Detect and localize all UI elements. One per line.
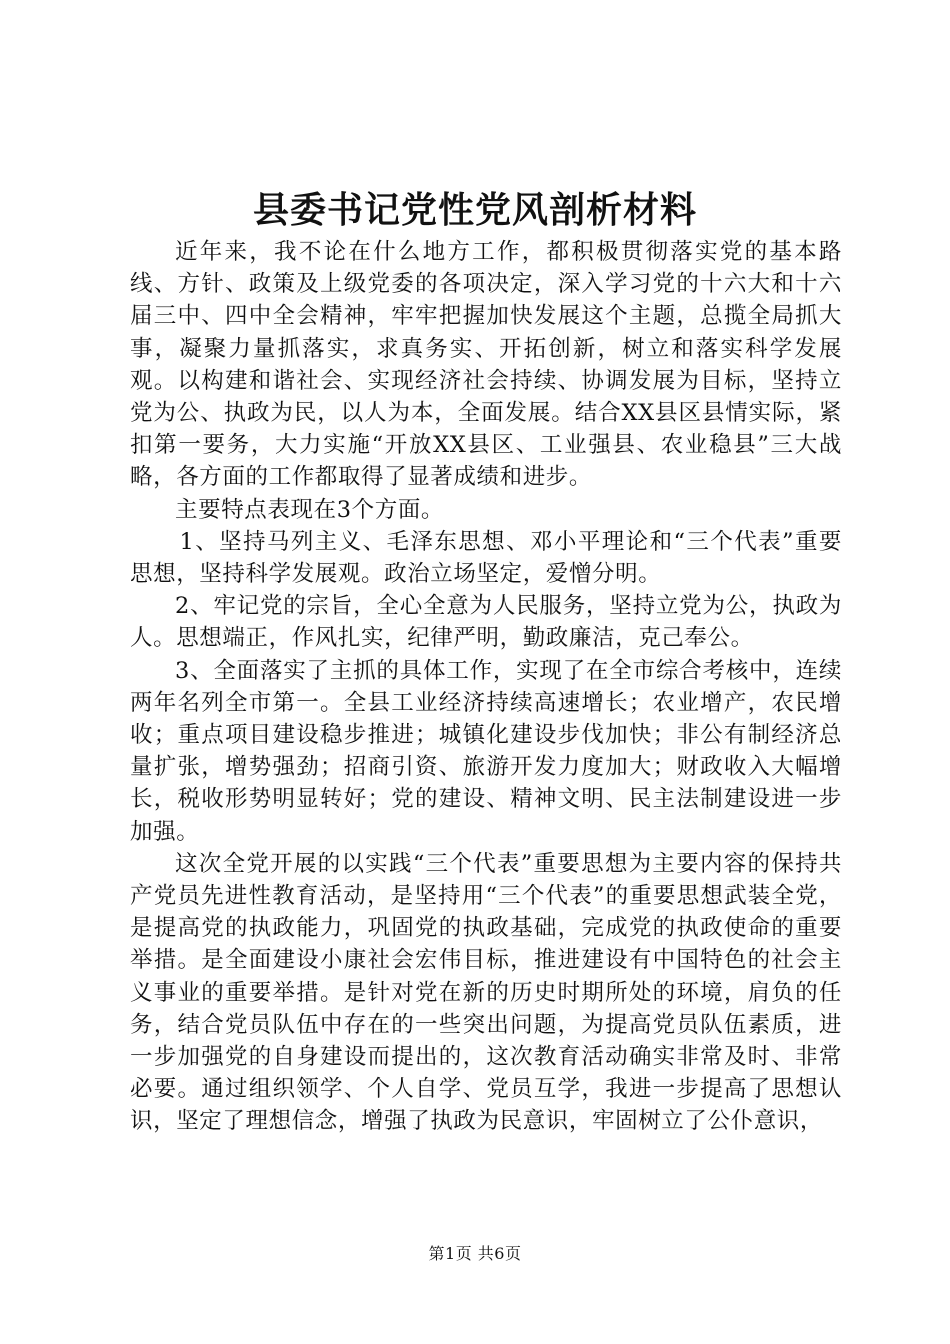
page-number-footer: 第1页 共6页: [428, 1244, 522, 1263]
paragraph-point-3: 3、全面落实了主抓的具体工作，实现了在全市综合考核中，连续两年名列全市第一。全县工业经济持续高速增长；农业增产，农民增收；重点项目建设稳步推进；城镇化建设步伐加快；非公有制经济总量扩张，增势强劲；招商引资、旅游开发力度加大；财政收入大幅增长，税收形势明显转好；党的建设、精神文明、民主法制建设进一步加强。: [130, 657, 842, 845]
paragraph-summary: 主要特点表现在3个方面。: [175, 496, 445, 523]
document-body: [130, 236, 842, 1138]
document-title: 县委书记党性党风剖析材料: [252, 189, 697, 231]
paragraph-point-1: 1、坚持马列主义、毛泽东思想、邓小平理论和“三个代表”重要思想，坚持科学发展观。政治立场坚定，爱憎分明。: [130, 528, 842, 588]
paragraph-intro: 近年来，我不论在什么地方工作，都积极贯彻落实党的基本路线、方针、政策及上级党委的各项决定，深入学习党的十六大和十六届三中、四中全会精神，牢牢把握加快发展这个主题，总揽全局抓大事，凝聚力量抓落实，求真务实、开拓创新，树立和落实科学发展观。以构建和谐社会、实现经济社会持续、协调发展为目标，坚持立党为公、执政为民，以人为本，全面发展。结合XX县区县情实际，紧扣第一要务，大力实施“开放XX县区、工业强县、农业稳县”三大战略，各方面的工作都取得了显著成绩和进步。: [130, 239, 842, 491]
paragraph-point-2: 2、牢记党的宗旨，全心全意为人民服务，坚持立党为公，执政为人。思想端正，作风扎实，纪律严明，勤政廉洁，克己奉公。: [130, 593, 842, 652]
paragraph-education-activity: 这次全党开展的以实践“三个代表”重要思想为主要内容的保持共产党员先进性教育活动，是坚持用“三个代表”的重要思想武装全党，是提高党的执政能力，巩固党的执政基础，完成党的执政使命的重要举措。是全面建设小康社会宏伟目标，推进建设有中国特色的社会主义事业的重要举措。是针对党在新的历史时期所处的环境，肩负的任务，结合党员队伍中存在的一些突出问题，为提高党员队伍素质，进一步加强党的自身建设而提出的，这次教育活动确实非常及时、非常必要。通过组织领学、个人自学、党员互学，我进一步提高了思想认识，坚定了理想信念，增强了执政为民意识，牢固树立了公仆意识，: [130, 850, 842, 1135]
